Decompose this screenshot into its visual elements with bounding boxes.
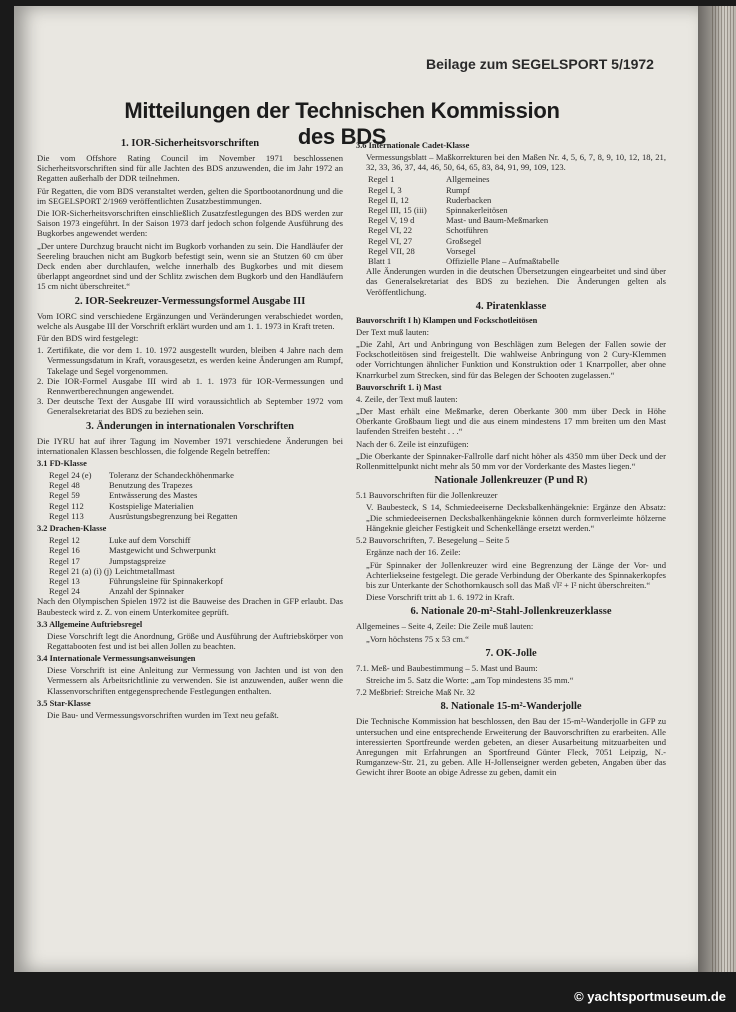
page-edges — [712, 6, 734, 972]
paragraph: Ergänze nach der 16. Zeile: — [366, 547, 461, 558]
rule-row: Regel 21 (a) (i) (j) Leichtmetallmast — [49, 565, 175, 576]
subsection-heading: 3.6 Internationale Cadet-Klasse — [356, 141, 470, 150]
rule-row: Regel 13 Führungsleine für Spinnakerkopf — [49, 575, 224, 586]
rule-row: Regel 1 Allgemeines — [368, 174, 490, 185]
section-3 — [37, 421, 343, 720]
rule-row: Regel I, 3 Rumpf — [368, 184, 470, 195]
paragraph: Vom IORC sind verschiedene Ergänzungen und Veränderungen verabschiedet worden, welche als Ausgabe III der Vorschrift erklärt wurden und am 1. 1. 1973 in Kraft treten. — [37, 310, 343, 331]
paragraph: Für Regatten, die vom BDS veranstaltet werden, gelten die Sportbootanordnung und die im SEGELSPORT 2/1969 veröffentlichten Zusatzbestimmungen. — [37, 185, 343, 206]
paragraph: 4. Zeile, der Text muß lauten: — [356, 393, 458, 404]
paragraph: Diese Vorschrift legt die Anordnung, Größe und Ausführung der Auftriebskörper von Regattabooten fest und ist bei allen Jollen zu beachten. — [47, 630, 343, 651]
section-7 — [356, 648, 666, 698]
paragraph: Vermessungsblatt – Maßkorrekturen bei den Maßen Nr. 4, 5, 6, 7, 8, 9, 10, 12, 18, 21, 32, 33, 36, 37, 44, 46, 50, 64, 65, 83, 84, 91, 99, 109, 123. — [366, 152, 666, 173]
quote: „Der untere Durchzug braucht nicht im Bugkorb vorhanden zu sein. Die Handläufer der Seereling brauchen nicht am Bugkorb befestigt sein, wenn sie an Stutzen 60 cm über Deck enden aber durchlaufen, welche innerhalb des Bugkorbes und mit diesem überlappt angeordnet sind und der Schlitz zwischen dem Bugkorb und den Handläufern 15 cm nicht überschreitet.“ — [37, 240, 343, 292]
quote: „Der Mast erhält eine Meßmarke, deren Oberkante 300 mm über Deck in Höhe Oberkante Großbaum liegt und die aus einem mindestens 17 mm breiten um den Mast laufenden Streifen besteht . . .“ — [356, 406, 666, 437]
rule-row: Regel III, 15 (iii) Spinnakerleitösen — [368, 205, 508, 216]
paragraph: Diese Vorschrift ist eine Anleitung zur Vermessung von Jachten und ist von den Vermessern als Arbeitsrichtlinie zu verwenden. Sie ist anzuwenden, außer wenn die Klassenvorschriften entgegensprechende Festlegungen enthalten. — [47, 665, 343, 696]
section-5 — [356, 475, 666, 602]
paragraph: Die IYRU hat auf ihrer Tagung im November 1971 verschiedene Änderungen bei internationalen Klassen beschlossen, die folgende Regeln betreffen: — [37, 435, 343, 456]
rule-row: Regel 48 Benutzung des Trapezes — [49, 480, 193, 491]
right-column — [356, 138, 666, 782]
paragraph: Die vom Offshore Rating Council im November 1971 beschlossenen Sicherheitsvorschriften sind für alle Jachten des BDS anzuwenden, die im Jahr 1972 an Regatten außerhalb der DDR teilnehmen. — [37, 153, 343, 184]
subsection-heading: 3.1 FD-Klasse — [37, 459, 87, 469]
paragraph: V. Baubesteck, S 14, Schmiedeeiserne Decksbalkenhängeknie: Ergänze den Absatz: „Die schmiedeeisernen Decksbalkenhängeknie können durch formverleimte hölzerne Hängeknie gleicher Festigkeit und Schenkellänge ersetzt werden.“ — [366, 502, 666, 533]
section-heading: 8. Nationale 15-m²-Wanderjolle — [440, 701, 582, 713]
section-heading: 4. Piratenklasse — [475, 300, 547, 312]
section-heading: Nationale Jollenkreuzer (P und R) — [434, 475, 588, 487]
paragraph: Nach den Olympischen Spielen 1972 ist die Bauweise des Drachen in GFP erlaubt. Das Baubesteck wird z. Z. von einem Unterkomitee geprüft. — [37, 596, 343, 617]
paragraph: Der Text muß lauten: — [356, 326, 429, 337]
section-heading: 7. OK-Jolle — [485, 647, 537, 659]
left-column — [37, 136, 343, 724]
paragraph: 7.2 Meßbrief: Streiche Maß Nr. 32 — [356, 687, 476, 698]
subsection-heading: 3.2 Drachen-Klasse — [37, 524, 107, 534]
section-6 — [356, 606, 666, 643]
section-1 — [37, 138, 343, 292]
rule-row: Blatt 1 Offizielle Plane – Aufmaßtabelle — [368, 256, 560, 267]
rule-row: Regel II, 12 Ruderbacken — [368, 194, 492, 205]
subsection-heading: 3.3 Allgemeine Auftriebsregel — [37, 619, 143, 629]
rule-row: Regel VI, 27 Großsegel — [368, 235, 482, 246]
quote: „Die Oberkante der Spinnaker-Fallrolle darf nicht höher als 4350 mm über Deck und der Rollenmittelpunkt nicht mehr als 50 mm vor der Vorderkante des Mastes liegen.“ — [356, 450, 666, 472]
quote: „Für Spinnaker der Jollenkreuzer wird eine Begrenzung der Länge der Vor- und Achterliekseine festgelegt. Die gerade Verbindung der Oberkante des Spinnakerkopfes bis zur Unterkante der Schothornkausch soll das Maß √l² + I² nicht überschreiten.“ — [366, 559, 666, 590]
paragraph: Die Bau- und Vermessungsvorschriften wurden im Text neu gefaßt. — [47, 709, 279, 720]
rule-row: Regel 24 Anzahl der Spinnaker — [49, 586, 184, 597]
rule-row: Regel VII, 28 Vorsegel — [368, 245, 476, 256]
rule-row: Regel 59 Entwässerung des Mastes — [49, 490, 198, 501]
paragraph: Die Technische Kommission hat beschlossen, den Bau der 15-m²-Wanderjolle in GFP zu untersuchen und eine entsprechende Erweiterung der Bauvorschriften zu erarbeiten. Alle interessierten Sportfreunde werden gebeten, an dieser Ausarbeitung mitzuarbeiten und Anregungen mit Erfahrungen an Sportfreund Günter Fleck, 7051 Leipzig, N.-Rumganzew-Str. 21, zu geben. Alle H-Jollenseigner werden gebeten, Angaben über das Gewicht ihrer Boote an obige Adresse zu geben, damit ein — [356, 716, 666, 778]
rule-row: Regel 112 Kostspielige Materialien — [49, 500, 194, 511]
subsection-heading: 3.5 Star-Klasse — [37, 698, 91, 708]
rule-row: Regel 12 Luke auf dem Vorschiff — [49, 535, 191, 546]
list-item: 3. Der deutsche Text der Ausgabe III wird voraussichtlich ab September 1972 vom Generalsekretariat des BDS zu beziehen sein. — [37, 396, 343, 417]
section-heading: 1. IOR-Sicherheitsvorschriften — [120, 138, 260, 149]
section-4 — [356, 301, 666, 471]
section-8 — [356, 701, 666, 777]
watermark: © yachtsportmuseum.de — [574, 989, 726, 1004]
paragraph: Streiche im 5. Satz die Worte: „am Top mindestens 35 mm.“ — [366, 674, 574, 685]
section-heading: 2. IOR-Seekreuzer-Vermessungsformel Ausgabe III — [74, 295, 306, 307]
rule-row: Regel 113 Ausrüstungsbegrenzung bei Regatten — [49, 510, 238, 521]
rule-row: Regel 16 Mastgewicht und Schwerpunkt — [49, 545, 216, 556]
rule-row: Regel VI, 22 Schotführen — [368, 225, 489, 236]
list-item: 2. Die IOR-Formel Ausgabe III wird ab 1. 1. 1973 für IOR-Vermessungen und Rennwertberechnungen angewendet. — [37, 375, 343, 397]
section-3-6 — [356, 141, 666, 297]
paragraph: Diese Vorschrift tritt ab 1. 6. 1972 in Kraft. — [366, 592, 515, 603]
paragraph: 7.1. Meß- und Baubestimmung – 5. Mast und Baum: — [356, 662, 538, 673]
paragraph: Allgemeines – Seite 4, Zeile: Die Zeile muß lauten: — [356, 621, 534, 632]
rule-row: Regel 17 Jumpstagspreize — [49, 555, 166, 566]
rule-row: Regel 24 (e) Toleranz der Schandeckhöhenmarke — [49, 470, 234, 481]
subsection-heading: Bauvorschrift I h) Klampen und Fockschotleitösen — [356, 315, 538, 325]
section-heading: 6. Nationale 20-m²-Stahl-Jollenkreuzerklasse — [410, 606, 612, 618]
paragraph: Die IOR-Sicherheitsvorschriften einschließlich Zusatzfestlegungen des BDS werden zur Saison 1973 eingeführt. In der Saison 1973 darf jedoch schon folgende Ausführung des Bugkorbes angewendet werden: — [37, 208, 343, 239]
subsection-heading: Bauvorschrift 1. i) Mast — [356, 382, 442, 392]
supplement-header: Beilage zum SEGELSPORT 5/1972 — [426, 56, 654, 72]
page-title: Mitteilungen der Technischen Kommission des BDS — [124, 98, 560, 149]
list-item: 1. Zertifikate, die vor dem 1. 10. 1972 ausgestellt wurden, bleiben 4 Jahre nach dem Vermessungsdatum in Kraft, vorausgesetzt, es werden keine Änderungen am Rumpf, Takelage und Segel vorgenommen. — [37, 345, 343, 376]
paragraph: Nach der 6. Zeile ist einzufügen: — [356, 438, 469, 449]
quote: „Vorn höchstens 75 x 53 cm.“ — [366, 633, 469, 644]
paragraph: Für den BDS wird festgelegt: — [37, 333, 139, 344]
section-heading: 3. Änderungen in internationalen Vorschriften — [86, 420, 294, 432]
paragraph: Alle Änderungen wurden in die deutschen Übersetzungen eingearbeitet und sind über das Generalsekretariat des BDS zu beziehen. Die Änderungen gelten als Veröffentlichung. — [366, 266, 666, 297]
quote: „Die Zahl, Art und Anbringung von Beschlägen zum Belegen der Fallen sowie der Fockschotleitösen sind freigestellt. Die wahlweise Anbringung von 2 Cury-Klemmen oder Vorrichtungen ähnlicher Funktion und Konstruktion oder 1 Knarrpoller, aber ohne Knarrkurbel zum Strecken, sind für das Belegen der Schooten zugelassen.“ — [356, 339, 666, 380]
paragraph: 5.2 Bauvorschriften, 7. Besegelung – Seite 5 — [356, 535, 510, 546]
paragraph: 5.1 Bauvorschriften für die Jollenkreuzer — [356, 490, 498, 501]
rule-row: Regel V, 19 d Mast- und Baum-Meßmarken — [368, 215, 549, 226]
section-2 — [37, 296, 343, 417]
subsection-heading: 3.4 Internationale Vermessungsanweisungen — [37, 654, 196, 664]
